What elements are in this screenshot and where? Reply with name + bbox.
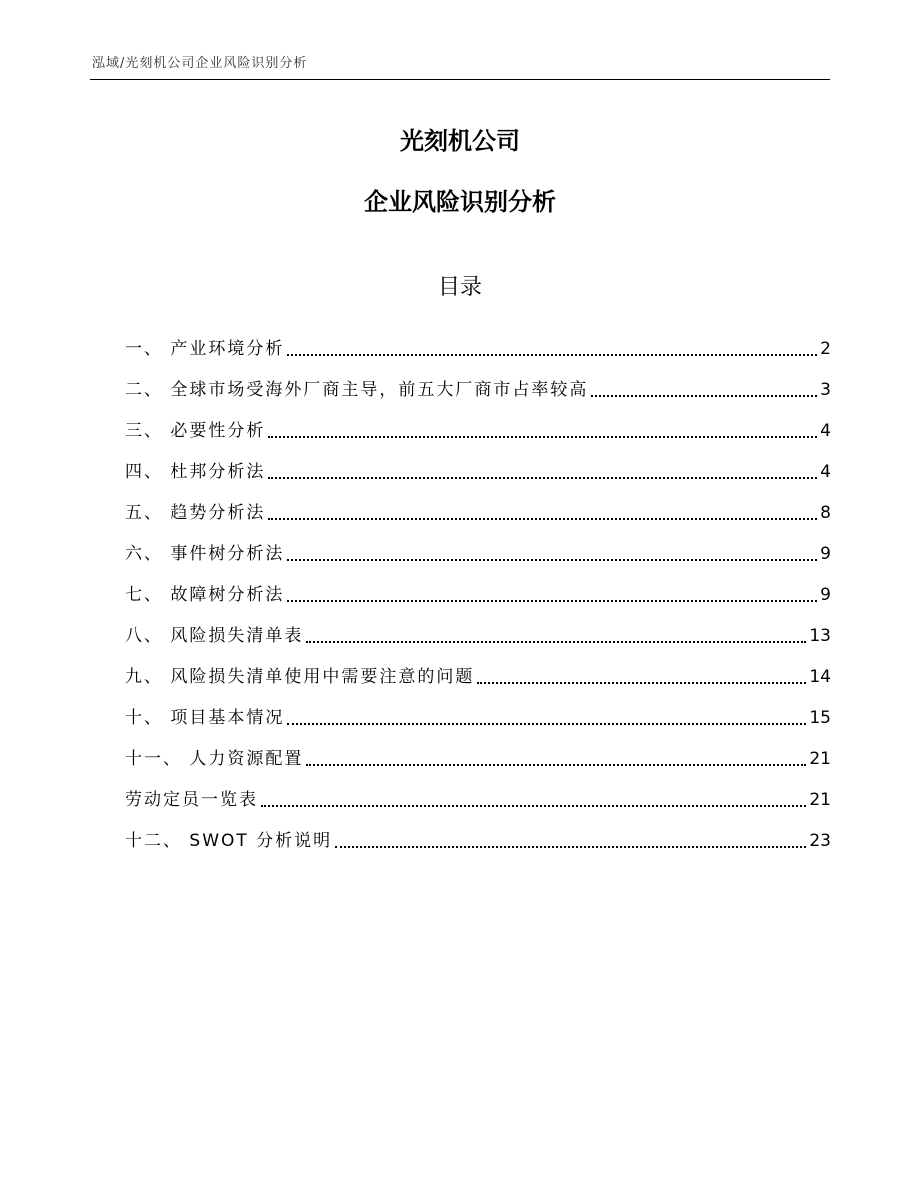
toc-entry[interactable]	[125, 814, 831, 855]
toc-entry-text: 十二、 SWOT 分析说明	[125, 831, 333, 851]
toc-entry-text: 四、 杜邦分析法	[125, 462, 266, 482]
toc-entry[interactable]	[125, 568, 831, 609]
toc-entry-text: 七、 故障树分析法	[125, 585, 285, 605]
toc-entry[interactable]	[125, 732, 831, 773]
toc-entry-text: 二、 全球市场受海外厂商主导，前五大厂商市占率较高	[125, 380, 589, 400]
table-of-contents	[125, 322, 831, 855]
toc-entry[interactable]	[125, 363, 831, 404]
toc-entry-text: 三、 必要性分析	[125, 421, 266, 441]
toc-entry[interactable]	[125, 404, 831, 445]
toc-entry-page: 4	[820, 462, 831, 482]
toc-dot-leader	[287, 723, 806, 725]
toc-entry-page: 3	[820, 380, 831, 400]
toc-entry-text: 八、 风险损失清单表	[125, 626, 304, 646]
toc-dot-leader	[287, 559, 817, 561]
toc-entry-page: 15	[809, 708, 831, 728]
toc-dot-leader	[261, 805, 806, 807]
toc-dot-leader	[268, 518, 817, 520]
toc-entry[interactable]	[125, 773, 831, 814]
toc-dot-leader	[268, 477, 817, 479]
toc-dot-leader	[335, 846, 806, 848]
toc-entry[interactable]	[125, 691, 831, 732]
toc-entry-page: 13	[809, 626, 831, 646]
toc-entry-text: 一、 产业环境分析	[125, 339, 285, 359]
toc-entry-page: 4	[820, 421, 831, 441]
toc-dot-leader	[268, 436, 817, 438]
toc-entry[interactable]	[125, 650, 831, 691]
toc-dot-leader	[287, 600, 817, 602]
toc-dot-leader	[306, 641, 806, 643]
toc-entry-page: 14	[809, 667, 831, 687]
toc-dot-leader	[477, 682, 806, 684]
toc-entry-text: 十、 项目基本情况	[125, 708, 285, 728]
toc-entry-text: 劳动定员一览表	[125, 790, 258, 810]
toc-entry[interactable]	[125, 609, 831, 650]
toc-entry-page: 21	[809, 790, 831, 810]
toc-dot-leader	[591, 395, 817, 397]
toc-entry-page: 23	[809, 831, 831, 851]
header-rule	[90, 79, 830, 80]
toc-entry[interactable]	[125, 445, 831, 486]
page-header: 泓域/光刻机公司企业风险识别分析	[92, 56, 308, 71]
toc-entry-page: 9	[820, 544, 831, 564]
document-title-line2: 企业风险识别分析	[364, 188, 556, 216]
toc-entry-text: 十一、 人力资源配置	[125, 749, 304, 769]
toc-entry-text: 五、 趋势分析法	[125, 503, 266, 523]
toc-entry-page: 21	[809, 749, 831, 769]
toc-entry[interactable]	[125, 322, 831, 363]
toc-entry-text: 九、 风险损失清单使用中需要注意的问题	[125, 667, 475, 687]
toc-entry[interactable]	[125, 527, 831, 568]
toc-entry-page: 8	[820, 503, 831, 523]
toc-entry-text: 六、 事件树分析法	[125, 544, 285, 564]
toc-entry-page: 9	[820, 585, 831, 605]
toc-dot-leader	[306, 764, 806, 766]
toc-entry[interactable]	[125, 486, 831, 527]
toc-dot-leader	[287, 354, 817, 356]
document-title-line1: 光刻机公司	[400, 127, 520, 155]
toc-heading: 目录	[437, 275, 482, 300]
toc-entry-page: 2	[820, 339, 831, 359]
